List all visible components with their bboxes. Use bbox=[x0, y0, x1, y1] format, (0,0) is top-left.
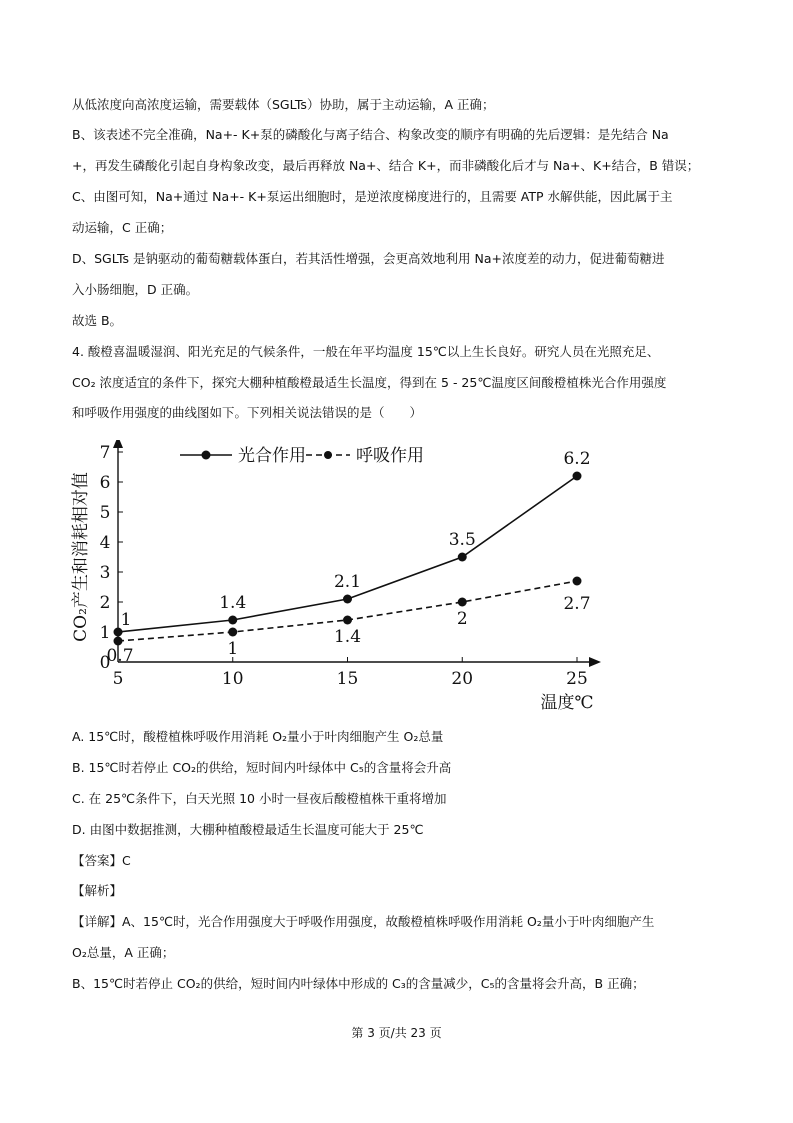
text-line: 从低浓度向高浓度运输，需要载体（SGLTs）协助，属于主动运输，A 正确； bbox=[72, 97, 495, 112]
data-label: 2.1 bbox=[333, 572, 362, 592]
x-tick-label: 25 bbox=[566, 669, 588, 689]
legend-label: 光合作用 bbox=[238, 446, 306, 466]
option-c: C. 在 25℃条件下，白天光照 10 小时一昼夜后酸橙植株干重将增加 bbox=[72, 791, 447, 806]
data-label: 1 bbox=[227, 639, 239, 659]
text-line: +，再发生磷酸化引起自身构象改变，最后再释放 Na+、结合 K+，而非磷酸化后才与 Na+、K+结合，B 错误； bbox=[72, 158, 700, 173]
x-tick-label: 20 bbox=[451, 669, 474, 689]
data-label: 0.7 bbox=[106, 646, 134, 666]
text-line: 故选 B。 bbox=[72, 313, 123, 328]
series-line bbox=[118, 476, 577, 632]
y-tick-label: 2 bbox=[99, 593, 111, 613]
data-point bbox=[573, 472, 582, 481]
x-tick-label: 15 bbox=[336, 669, 359, 689]
line-chart bbox=[60, 440, 620, 715]
question-stem: 和呼吸作用强度的曲线图如下。下列相关说法错误的是（ ） bbox=[72, 405, 423, 420]
detail-line: B、15℃时若停止 CO₂的供给，短时间内叶绿体中形成的 C₃的含量减少，C₅的含量将会升高，B 正确； bbox=[72, 976, 645, 991]
data-point bbox=[458, 553, 467, 562]
y-axis-arrow bbox=[113, 440, 123, 448]
data-label: 1.4 bbox=[219, 593, 247, 613]
y-tick-label: 4 bbox=[99, 533, 111, 553]
question-stem: 4. 酸橙喜温暖湿润、阳光充足的气候条件，一般在年平均温度 15℃以上生长良好。研究人员在光照充足、 bbox=[72, 344, 660, 359]
data-label: 6.2 bbox=[563, 449, 591, 469]
y-tick-label: 5 bbox=[99, 503, 111, 523]
data-label: 1 bbox=[120, 610, 132, 630]
data-label: 3.5 bbox=[448, 530, 476, 550]
x-tick-label: 5 bbox=[112, 669, 124, 689]
x-axis-label: 温度℃ bbox=[540, 693, 594, 713]
page-footer: 第 3 页/共 23 页 bbox=[351, 1026, 442, 1040]
y-axis-label: CO₂产生和消耗相对值 bbox=[71, 472, 91, 642]
y-tick-label: 6 bbox=[99, 473, 111, 493]
x-axis-arrow bbox=[589, 657, 601, 667]
option-a: A. 15℃时，酸橙植株呼吸作用消耗 O₂量小于叶肉细胞产生 O₂总量 bbox=[72, 729, 444, 744]
data-point bbox=[228, 616, 237, 625]
y-tick-label: 7 bbox=[99, 443, 111, 463]
y-tick-label: 3 bbox=[99, 563, 111, 583]
option-b: B. 15℃时若停止 CO₂的供给，短时间内叶绿体中 C₅的含量将会升高 bbox=[72, 760, 452, 775]
text-line: B、该表述不完全准确，Na+- K+泵的磷酸化与离子结合、构象改变的顺序有明确的先后逻辑：是先结合 Na bbox=[72, 127, 669, 142]
detail-line: 【详解】A、15℃时，光合作用强度大于呼吸作用强度，故酸橙植株呼吸作用消耗 O₂量小于叶肉细胞产生 bbox=[72, 914, 655, 929]
legend-marker bbox=[202, 451, 211, 460]
text-line: C、由图可知，Na+通过 Na+- K+泵运出细胞时，是逆浓度梯度进行的，且需要 ATP 水解供能，因此属于主 bbox=[72, 189, 673, 204]
text-line: 动运输，C 正确； bbox=[72, 220, 173, 235]
data-point bbox=[343, 595, 352, 604]
x-tick-label: 10 bbox=[221, 669, 244, 689]
data-point bbox=[573, 577, 582, 586]
y-tick-label: 1 bbox=[99, 623, 111, 643]
data-point bbox=[228, 628, 237, 637]
legend-label: 呼吸作用 bbox=[356, 446, 424, 466]
data-label: 1.4 bbox=[333, 627, 362, 647]
y-tick-label: 0 bbox=[99, 653, 111, 673]
option-d: D. 由图中数据推测，大棚种植酸橙最适生长温度可能大于 25℃ bbox=[72, 822, 424, 837]
detail-line: O₂总量，A 正确； bbox=[72, 945, 175, 960]
question-stem: CO₂ 浓度适宜的条件下，探究大棚种植酸橙最适生长温度，得到在 5 - 25℃温度区间酸橙植株光合作用强度 bbox=[72, 375, 667, 390]
data-point bbox=[458, 598, 467, 607]
data-point bbox=[343, 616, 352, 625]
analysis-label: 【解析】 bbox=[72, 883, 123, 898]
text-line: 入小肠细胞，D 正确。 bbox=[72, 282, 199, 297]
legend-marker bbox=[324, 451, 332, 459]
text-line: D、SGLTs 是钠驱动的葡萄糖载体蛋白，若其活性增强，会更高效地利用 Na+浓度差的动力，促进葡萄糖进 bbox=[72, 251, 665, 266]
data-point bbox=[114, 637, 123, 646]
data-label: 2.7 bbox=[563, 594, 591, 614]
data-label: 2 bbox=[456, 609, 468, 629]
answer-label: 【答案】C bbox=[72, 853, 131, 868]
